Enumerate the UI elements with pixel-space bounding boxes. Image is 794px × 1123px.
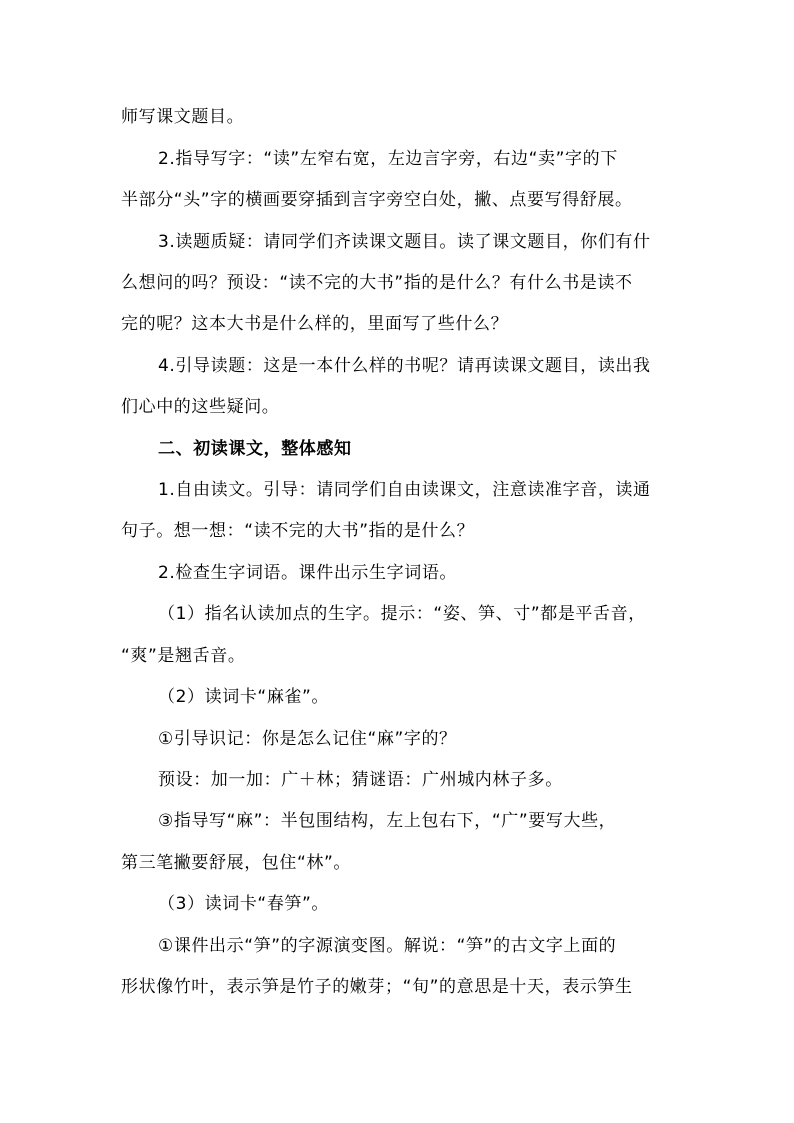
text-line-15: （2）读词卡“麻雀”。 — [158, 687, 330, 707]
text-line-20: （3）读词卡“春笋”。 — [158, 894, 330, 914]
text-line-8: 们心中的这些疑问。 — [121, 397, 280, 417]
section-heading: 二、初读课文，整体感知 — [158, 439, 352, 459]
text-line-10: 1.自由读文。引导：请同学们自由读课文，注意读准字音，读通 — [158, 480, 651, 500]
text-line-1: 师写课文题目。 — [121, 107, 245, 127]
text-line-5: 么想问的吗？预设：“读不完的大书”指的是什么？有什么书是读不 — [121, 273, 633, 293]
text-line-19: 第三笔撇要舒展，包住“林”。 — [121, 853, 352, 873]
text-line-4: 3.读题质疑：请同学们齐读课文题目。读了课文题目，你们有什 — [158, 232, 651, 252]
text-line-6: 完的呢？这本大书是什么样的，里面写了些什么？ — [121, 314, 509, 334]
text-line-14: “爽”是翘舌音。 — [121, 646, 246, 666]
text-line-16: ①引导识记：你是怎么记住“麻”字的？ — [158, 729, 457, 749]
text-line-12: 2.检查生字词语。课件出示生字词语。 — [158, 563, 458, 583]
text-line-22: 形状像竹叶，表示笋是竹子的嫩芽；“旬”的意思是十天，表示笋生 — [121, 977, 633, 997]
text-line-17: 预设：加一加：广＋林；猜谜语：广州城内林子多。 — [158, 770, 563, 790]
text-line-21: ①课件出示“笋”的字源演变图。解说：“笋”的古文字上面的 — [158, 936, 617, 956]
text-line-2: 2.指导写字：“读”左窄右宽，左边言字旁，右边“卖”字的下 — [158, 149, 618, 169]
text-line-7: 4.引导读题：这是一本什么样的书呢？请再读课文题目，读出我 — [158, 356, 651, 376]
text-line-3: 半部分“头”字的横画要穿插到言字旁空白处，撇、点要写得舒展。 — [121, 190, 633, 210]
text-line-18: ③指导写“麻”：半包围结构，左上包右下，“广”要写大些， — [158, 811, 617, 831]
text-line-13: （1）指名认读加点的生字。提示：“姿、笋、寸”都是平舌音， — [158, 604, 646, 624]
text-line-11: 句子。想一想：“读不完的大书”指的是什么？ — [121, 521, 475, 541]
